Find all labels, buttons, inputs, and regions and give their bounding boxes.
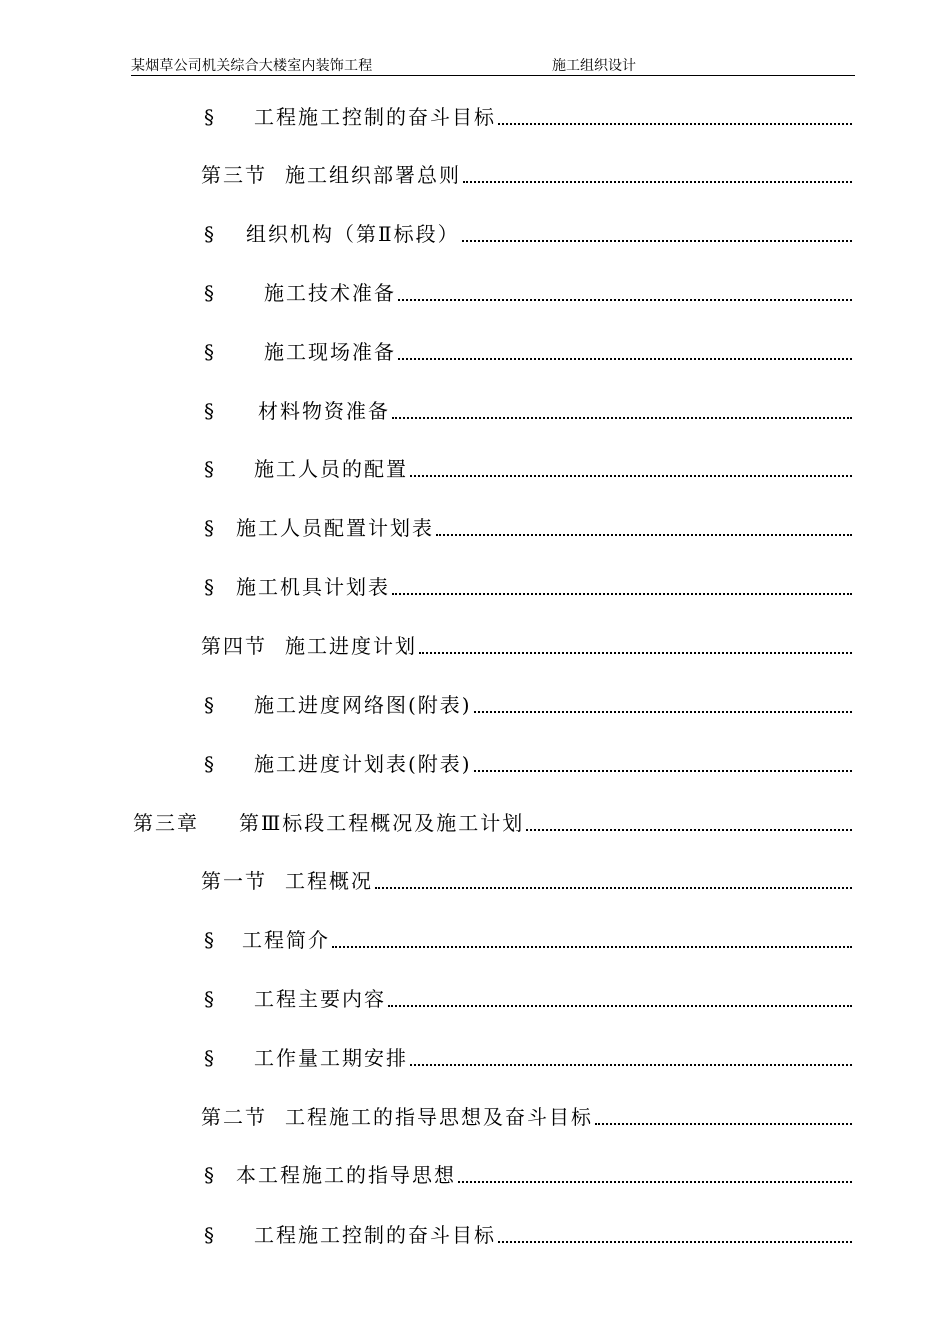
toc-entry[interactable] [204, 511, 852, 541]
section-symbol: § [204, 340, 216, 364]
section-symbol: § [204, 1223, 216, 1247]
toc-entry[interactable] [204, 1218, 852, 1248]
toc-entry-title: 施工人员的配置 [254, 457, 408, 481]
toc-entry-title: 材料物资准备 [258, 399, 390, 423]
toc-entry[interactable] [204, 982, 852, 1012]
dot-leader [392, 593, 852, 595]
toc-entry-title: 组织机构（第Ⅱ标段） [246, 222, 460, 246]
toc-entry[interactable] [204, 1041, 852, 1071]
toc-entry[interactable] [204, 452, 852, 482]
toc-entry[interactable] [204, 688, 852, 718]
toc-entry-title: 工程简介 [242, 928, 330, 952]
dot-leader [498, 1241, 852, 1243]
toc-entry[interactable] [204, 923, 852, 953]
section-symbol: § [204, 222, 216, 246]
section-symbol: § [204, 399, 216, 423]
toc-entry-title: 施工进度计划表(附表) [254, 752, 472, 776]
dot-leader [462, 240, 852, 242]
toc-entry-title: 工作量工期安排 [254, 1046, 408, 1070]
dot-leader [436, 534, 852, 536]
chapter-number: 第三章 [133, 811, 199, 835]
toc-entry[interactable] [201, 864, 852, 894]
dot-leader [474, 711, 852, 713]
section-symbol: § [204, 457, 216, 481]
dot-leader [392, 417, 852, 419]
dot-leader [332, 946, 852, 948]
toc-entry-title: 施工人员配置计划表 [236, 516, 434, 540]
toc-entry-title: 工程施工控制的奋斗目标 [254, 1223, 496, 1247]
toc-entry[interactable] [204, 335, 852, 365]
dot-leader [375, 887, 852, 889]
dot-leader [419, 652, 852, 654]
section-symbol: § [204, 987, 216, 1011]
dot-leader [410, 475, 852, 477]
toc-entry-title: 施工机具计划表 [236, 575, 390, 599]
section-number: 第四节 [201, 634, 267, 658]
section-symbol: § [204, 105, 216, 129]
toc-entry-title: 工程施工控制的奋斗目标 [254, 105, 496, 129]
section-number: 第二节 [201, 1105, 267, 1129]
toc-entry[interactable] [204, 1158, 852, 1188]
dot-leader [410, 1064, 852, 1066]
toc-entry-title: 工程概况 [285, 869, 373, 893]
section-symbol: § [204, 928, 216, 952]
dot-leader [458, 1181, 852, 1183]
toc-entry[interactable] [204, 747, 852, 777]
section-number: 第一节 [201, 869, 267, 893]
toc-entry[interactable] [201, 629, 852, 659]
toc-chapter-entry[interactable] [133, 806, 852, 836]
toc-entry[interactable] [204, 570, 852, 600]
toc-entry-title: 工程主要内容 [254, 987, 386, 1011]
toc-entry[interactable] [204, 217, 852, 247]
toc-entry-title: 施工技术准备 [264, 281, 396, 305]
toc-entry-title: 施工组织部署总则 [285, 163, 461, 187]
toc-entry-title: 施工进度计划 [285, 634, 417, 658]
section-symbol: § [204, 1046, 216, 1070]
section-symbol: § [204, 575, 216, 599]
section-symbol: § [204, 752, 216, 776]
dot-leader [388, 1005, 852, 1007]
section-symbol: § [204, 1163, 216, 1187]
section-symbol: § [204, 693, 216, 717]
header-document-type: 施工组织设计 [552, 58, 636, 74]
dot-leader [474, 770, 852, 772]
dot-leader [526, 829, 852, 831]
toc-entry-title: 第Ⅲ标段工程概况及施工计划 [239, 811, 525, 835]
section-symbol: § [204, 516, 216, 540]
section-number: 第三节 [201, 163, 267, 187]
dot-leader [595, 1123, 852, 1125]
section-symbol: § [204, 281, 216, 305]
toc-entry[interactable] [201, 158, 852, 188]
toc-entry-title: 本工程施工的指导思想 [236, 1163, 456, 1187]
toc-entry[interactable] [204, 394, 852, 424]
toc-entry-title: 工程施工的指导思想及奋斗目标 [285, 1105, 593, 1129]
toc-entry-title: 施工进度网络图(附表) [254, 693, 472, 717]
toc-entry[interactable] [204, 276, 852, 306]
toc-entry-title: 施工现场准备 [264, 340, 396, 364]
dot-leader [498, 123, 852, 125]
dot-leader [398, 299, 852, 301]
toc-entry[interactable] [204, 100, 852, 130]
header-project-title: 某烟草公司机关综合大楼室内装饰工程 [131, 58, 373, 74]
dot-leader [463, 181, 852, 183]
dot-leader [398, 358, 852, 360]
toc-entry[interactable] [201, 1100, 852, 1130]
